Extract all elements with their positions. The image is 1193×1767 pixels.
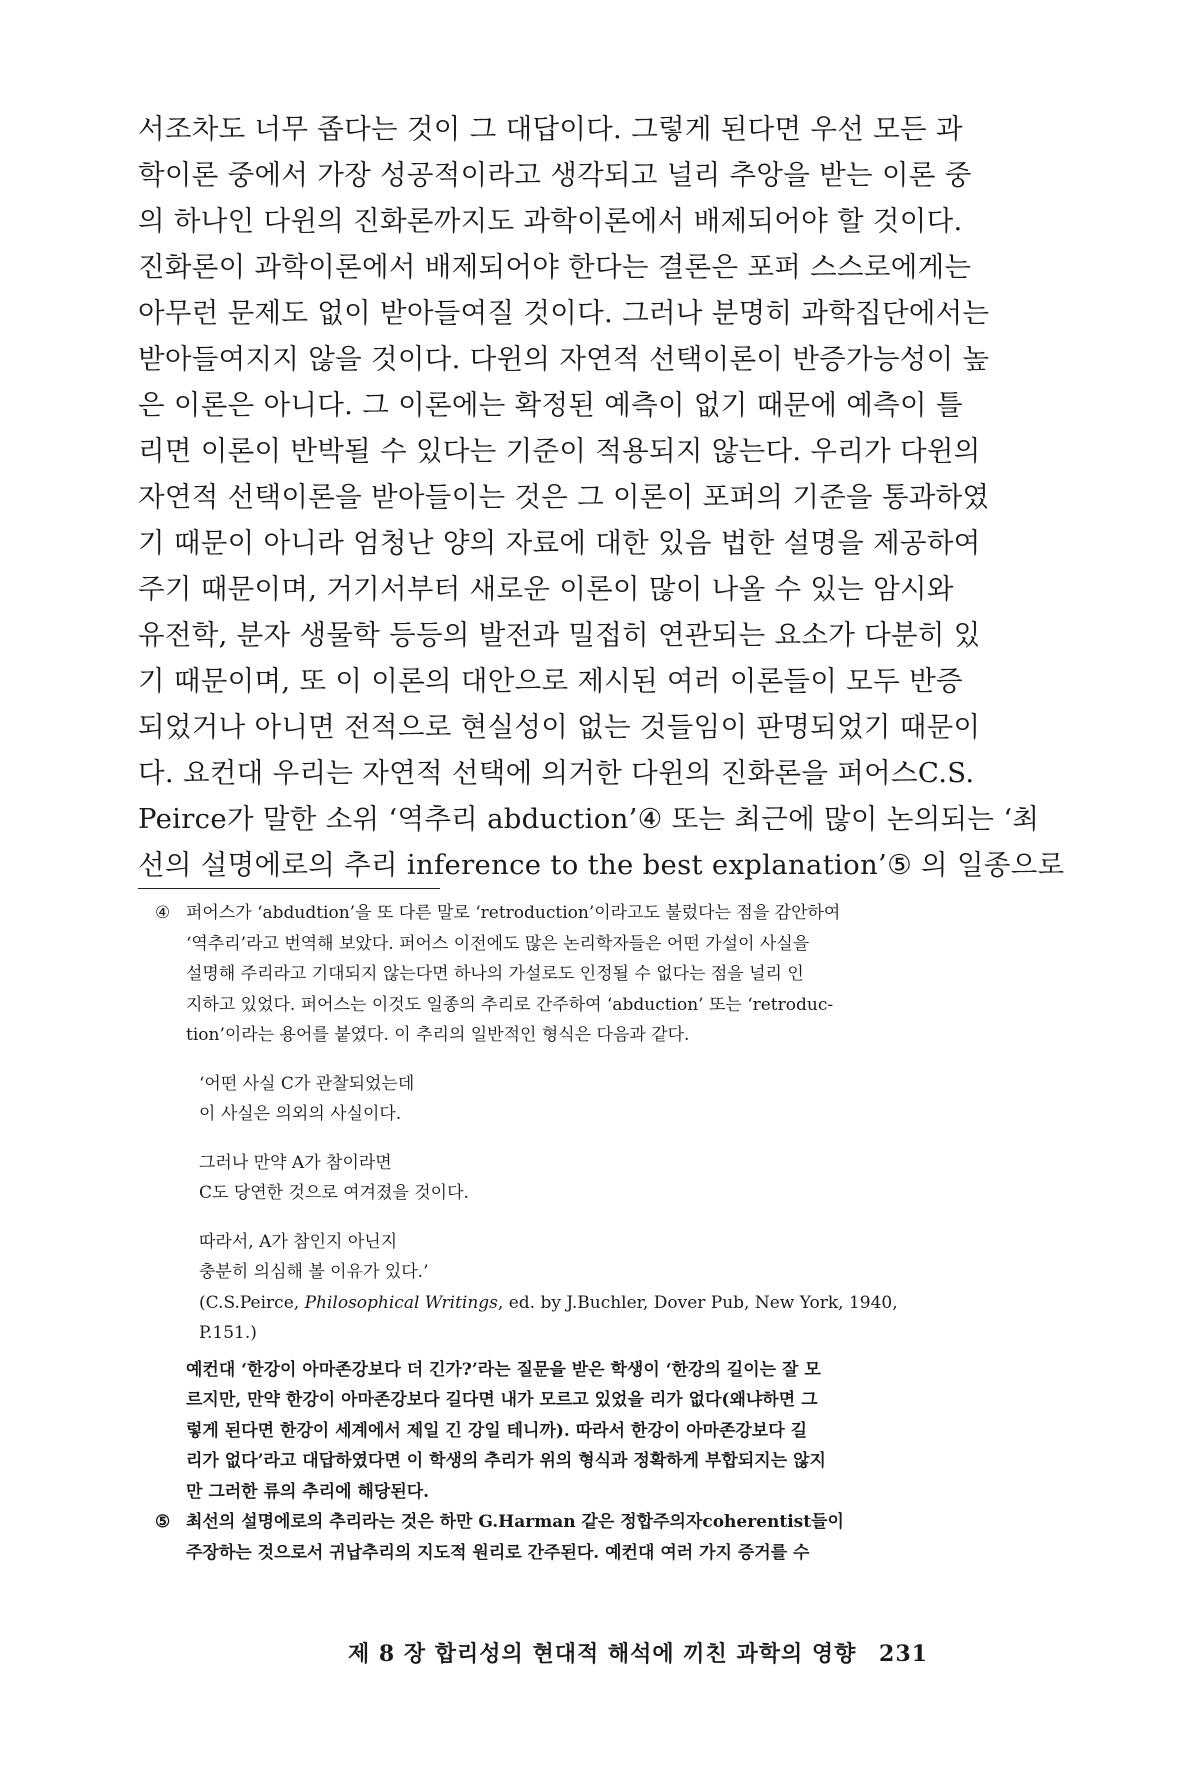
quote-line: 충분히 의심해 볼 이유가 있다.’ (199, 1262, 429, 1282)
citation-line: (C.S.Peirce, Philosophical Writings, ed. by J.Buchler, Dover Pub, New York, 1940, (199, 1292, 898, 1313)
main-body-text (138, 106, 1065, 888)
quote-line: 따라서, A가 참인지 아닌지 (199, 1231, 398, 1252)
page-number: 231 (879, 1641, 928, 1667)
body-line: 주기 때문이며, 거기서부터 새로운 이론이 많이 나올 수 있는 암시와 (138, 573, 954, 605)
footnote-line: 설명해 주리라고 기대되지 않는다면 하나의 가설로도 인정될 수 없다는 점을 널리 인 (186, 964, 804, 984)
footnote-line: ‘역추리’라고 번역해 보았다. 퍼어스 이전에도 많은 논리학자들은 어떤 가설이 사실을 (186, 933, 810, 954)
body-line: 서조차도 너무 좁다는 것이 그 대답이다. 그렇게 된다면 우선 모든 과 (138, 113, 963, 145)
body-line: 리면 이론이 반박될 수 있다는 기준이 적용되지 않는다. 우리가 다윈의 (138, 435, 981, 467)
quote-line: C도 당연한 것으로 여겨졌을 것이다. (199, 1183, 469, 1203)
body-line: Peirce가 말한 소위 ‘역추리 abduction’④ 또는 최근에 많이 논의되는 ‘최 (138, 803, 1040, 835)
body-line: 자연적 선택이론을 받아들이는 것은 그 이론이 포퍼의 기준을 통과하였 (138, 481, 990, 513)
body-line: 기 때문이며, 또 이 이론의 대안으로 제시된 여러 이론들이 모두 반증 (138, 665, 963, 697)
example-line: 렇게 된다면 한강이 세계에서 제일 긴 강일 테니까). 따라서 한강이 아마존강보다 길 (186, 1420, 807, 1441)
quote-line: ‘어떤 사실 C가 관찰되었는데 (199, 1073, 415, 1094)
quote-line: 이 사실은 의외의 사실이다. (199, 1104, 402, 1124)
body-line: 되었거나 아니면 전적으로 현실성이 없는 것들임이 판명되었기 때문이 (138, 711, 981, 743)
body-line: 선의 설명에로의 추리 inference to the best explanation’⑤ 의 일종으로 (138, 849, 1065, 881)
body-line: 학이론 중에서 가장 성공적이라고 생각되고 널리 추앙을 받는 이론 중 (138, 159, 972, 191)
chapter-title: 제 8 장 합리성의 현대적 해석에 끼친 과학의 영향 (348, 1641, 857, 1667)
example-line: 리가 없다’라고 대답하였다면 이 학생의 추리가 위의 형식과 정확하게 부합되지는 않지 (186, 1451, 826, 1471)
body-line: 받아들여지지 않을 것이다. 다윈의 자연적 선택이론이 반증가능성이 높 (138, 343, 990, 375)
footnote-line: 주장하는 것으로서 귀납추리의 지도적 원리로 간주된다. 예컨대 여러 가지 증거를 수 (186, 1542, 810, 1563)
footnote-number: ⑤ (155, 1512, 171, 1532)
footnote-4 (155, 898, 1040, 1507)
footnote-line: ⑤ 최선의 설명에로의 추리라는 것은 하만 G.Harman 같은 정합주의자coherentist들이 (155, 1507, 1040, 1538)
example-line: 예컨대 ‘한강이 아마존강보다 더 긴가?’라는 질문을 받은 학생이 ‘한강의 길이는 잘 모 (186, 1359, 821, 1380)
footnote-line: ④ 퍼어스가 ‘abdudtion’을 또 다른 말로 ‘retroduction’이라고도 불렀다는 점을 감안하여 (155, 898, 1040, 929)
body-line: 아무런 문제도 없이 받아들여질 것이다. 그러나 분명히 과학집단에서는 (138, 297, 990, 329)
body-line: 진화론이 과학이론에서 배제되어야 한다는 결론은 포퍼 스스로에게는 (138, 251, 972, 283)
body-line: 기 때문이 아니라 엄청난 양의 자료에 대한 있음 법한 설명을 제공하여 (138, 527, 981, 559)
footnote-line: 지하고 있었다. 퍼어스는 이것도 일종의 추리로 간주하여 ‘abduction’ 또는 ‘retroduc- (186, 994, 834, 1015)
footnote-5 (155, 1507, 1040, 1568)
body-line: 유전학, 분자 생물학 등등의 발전과 밀접히 연관되는 요소가 다분히 있 (138, 619, 981, 651)
body-line: 다. 요컨대 우리는 자연적 선택에 의거한 다윈의 진화론을 퍼어스C.S. (138, 757, 975, 789)
footnote-number: ④ (155, 903, 171, 923)
body-line: 은 이론은 아니다. 그 이론에는 확정된 예측이 없기 때문에 예측이 틀 (138, 389, 963, 421)
body-line: 의 하나인 다윈의 진화론까지도 과학이론에서 배제되어야 할 것이다. (138, 205, 963, 237)
footnote-line: tion’이라는 용어를 붙였다. 이 추리의 일반적인 형식은 다음과 같다. (186, 1025, 690, 1045)
footnotes (155, 898, 1040, 1568)
example-line: 만 그러한 류의 추리에 해당된다. (186, 1481, 430, 1502)
citation-page: P.151.) (199, 1323, 257, 1343)
running-footer (348, 1637, 1048, 1668)
book-title: Philosophical Writings (304, 1292, 498, 1313)
footnote-divider (138, 888, 440, 889)
example-line: 르지만, 만약 한강이 아마존강보다 길다면 내가 모르고 있었을 리가 없다(왜냐하면 그 (186, 1390, 818, 1410)
quote-line: 그러나 만약 A가 참이라면 (199, 1152, 392, 1173)
